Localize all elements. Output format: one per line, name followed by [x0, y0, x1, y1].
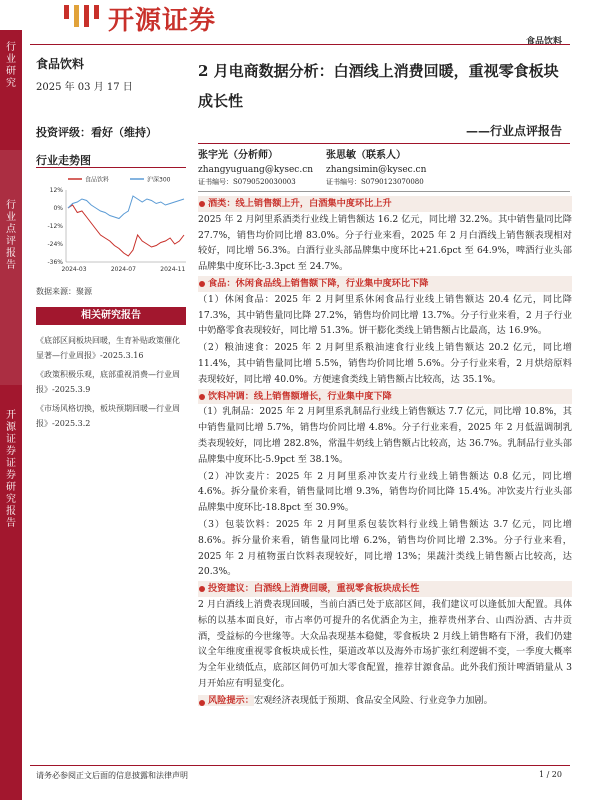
analyst-card: [198, 150, 313, 188]
legend-label: 食品饮料: [85, 176, 110, 184]
risk-text: 宏观经济表现低于预期、食品安全风险、行业竞争力加剧。: [253, 694, 493, 706]
bullet-icon: [199, 281, 205, 287]
section-heading: 饮料冲调：线上销售额增长，行业集中度下降: [198, 389, 572, 405]
section-paragraph: 2 月白酒线上消费表现回暖，当前白酒已处于底部区间，我们建议可以逢低加大配置。具体标的以基本面良好，市占率仍可提升的名优酒企为主，推荐贵州茅台、山西汾酒、古井贡酒，受益标的今世缘等。大众品表现基本稳健，零食板块 2 月线上销售略有下滑，我们仍建议全年维度重视零食板块成长性，渠道改革以及海外市场扩张红利逻辑不变，一季度大概率为全年业绩低点，底部区间仍可加大零食配置，推荐甘源食品。此外我们预计啤酒销量从 3 月开始应有明显变化。: [198, 598, 572, 689]
footer-divider: [30, 765, 570, 766]
footer-disclaimer: 请务必参阅正文后面的信息披露和法律声明: [36, 771, 188, 780]
report-body: [198, 196, 572, 710]
brand-name: 开源证券: [108, 6, 217, 36]
y-tick-label: 0%: [53, 205, 63, 212]
report-title: 2 月电商数据分析：白酒线上消费回暖，重视零食板块成长性: [198, 62, 559, 110]
report-type: ——行业点评报告: [465, 124, 562, 138]
strip-label-top: 行业研究: [6, 42, 16, 89]
related-reports-list: [36, 333, 186, 435]
y-tick-label: -36%: [47, 259, 63, 266]
y-tick-label: 12%: [49, 187, 63, 194]
header-category: 食品饮料: [525, 37, 562, 47]
trend-chart: [36, 172, 191, 282]
x-tick-label: 2024-03: [61, 266, 87, 273]
section-heading: 食品：休闲食品线上销售额下降，行业集中度环比下降: [198, 276, 572, 292]
analyst-email[interactable]: zhangsimin@kysec.cn: [326, 165, 427, 175]
related-report-item[interactable]: 《底部区间板块回暖，生育补贴政策催化显著—行业周报》-2025.3.16: [36, 336, 180, 360]
header-divider: [30, 44, 570, 45]
analyst-cert: 证书编号：S0790123070080: [326, 178, 424, 186]
x-tick-label: 2024-11: [160, 266, 186, 273]
section-paragraph: （1）乳制品：2025 年 2 月阿里系乳制品行业线上销售额达 7.7 亿元，同比增 10.8%，其中销售量同比增 5.7%，销售均价同比增 4.8%。分子行业来看，2025 年 2 月低温调制乳类表现较好，同比增 282.8%，常温牛奶线上销售额占比较高，达 36.7%。乳制品行业头部品牌集中度环比-5.9pct 至 38.1%。: [198, 406, 572, 465]
strip-label-bottom: 开源证券 证券研究报告: [6, 410, 16, 529]
analyst-cert: 证书编号：S0790520030003: [198, 178, 296, 186]
bullet-icon: [199, 394, 205, 400]
bullet-icon: [199, 201, 205, 207]
analyst-email[interactable]: zhangyuguang@kysec.cn: [198, 165, 314, 175]
section-heading: 投资建议：白酒线上消费回暖，重视零食板块成长性: [198, 581, 572, 597]
analyst-divider: [198, 191, 570, 192]
bullet-icon: [199, 586, 205, 592]
brand-mark-icon: [62, 2, 102, 32]
section-paragraph: （1）休闲食品：2025 年 2 月阿里系休闲食品行业线上销售额达 20.4 亿元，同比降 17.3%，其中销售量同比降 27.2%，销售均价同比增 13.7%。分子行业来看，2 月子行业中奶酪零食表现较好，同比增 51.3%。饼干膨化类线上销售额占比最高，达 16.9%。: [198, 293, 572, 337]
analyst-card: [326, 150, 426, 188]
analyst-name: 张宇光（分析师）: [198, 150, 278, 161]
bullet-icon: [199, 700, 205, 706]
strip-label-mid: 行业点评报告: [6, 200, 16, 271]
brand-logo: [62, 2, 232, 36]
left-column: [36, 55, 186, 93]
page-number: 1 / 20: [538, 770, 562, 779]
section-heading: 酒类：线上销售额上升，白酒集中度环比上升: [198, 196, 572, 212]
x-tick-label: 2024-07: [110, 266, 136, 273]
trend-title: 行业走势图: [36, 154, 91, 167]
rating: 投资评级：看好（维持）: [36, 126, 157, 139]
left-side-strip: [0, 30, 22, 800]
y-tick-label: -24%: [47, 241, 63, 248]
sector-name: 食品饮料: [36, 57, 85, 71]
section-heading: 风险提示：: [198, 695, 254, 706]
risk-paragraph: [198, 693, 572, 709]
related-report-item[interactable]: 《政策积极乐观，底部重视消费—行业周报》-2025.3.9: [36, 370, 180, 394]
section-paragraph: （3）包装饮料：2025 年 2 月阿里系包装饮料行业线上销售额达 3.7 亿元，同比增 8.6%。拆分量价来看，销售量同比增 6.2%，销售均价同比增 2.3%。分子行业来看，2025 年 2 月植物蛋白饮料表现较好，同比增 13%；果蔬汁类线上销售额占比较高，达 20.3%。: [198, 518, 572, 578]
data-source: 数据来源：聚源: [36, 287, 92, 296]
trend-divider: [36, 167, 186, 168]
y-tick-label: -12%: [47, 223, 63, 230]
section-paragraph: （2）粮油速食：2025 年 2 月阿里系粮油速食行业线上销售额达 20.2 亿元，同比增 11.4%，其中销售量同比增 5.5%，销售均价同比增 5.6%。分子行业来看，2 月烘焙原料表现较好，同比增 40.0%。方便速食类线上销售额占比较高，达 35.1%。: [198, 342, 572, 385]
related-reports-header: 相关研究报告: [36, 307, 186, 325]
section-paragraph: 2025 年 2 月阿里系酒类行业线上销售额达 16.2 亿元，同比增 32.2%。其中销售量同比降 27.7%，销售均价同比增 83.0%。分子行业来看，2025 年 2 月白酒线上销售额表现相对较好，同比增 56.3%。白酒行业头部品牌集中度环比+21.6pct 至 64.9%，啤酒行业头部品牌集中度环比-3.3pct 至 24.7%。: [198, 213, 572, 273]
section-paragraph: （2）冲饮麦片：2025 年 2 月阿里系冲饮麦片行业线上销售额达 0.8 亿元，同比增 4.6%。拆分量价来看，销售量同比增 9.3%，销售均价同比降 15.4%。冲饮麦片行业头部品牌集中度环比-18.8pct 至 30.9%。: [198, 470, 572, 514]
related-report-item[interactable]: 《市场风格切换，板块预期回暖—行业周报》-2025.3.2: [36, 404, 180, 428]
title-divider: [198, 143, 570, 144]
legend-label: 沪深300: [147, 176, 171, 184]
report-date: 2025 年 03 月 17 日: [36, 82, 133, 93]
analyst-name: 张思敏（联系人）: [326, 150, 406, 161]
